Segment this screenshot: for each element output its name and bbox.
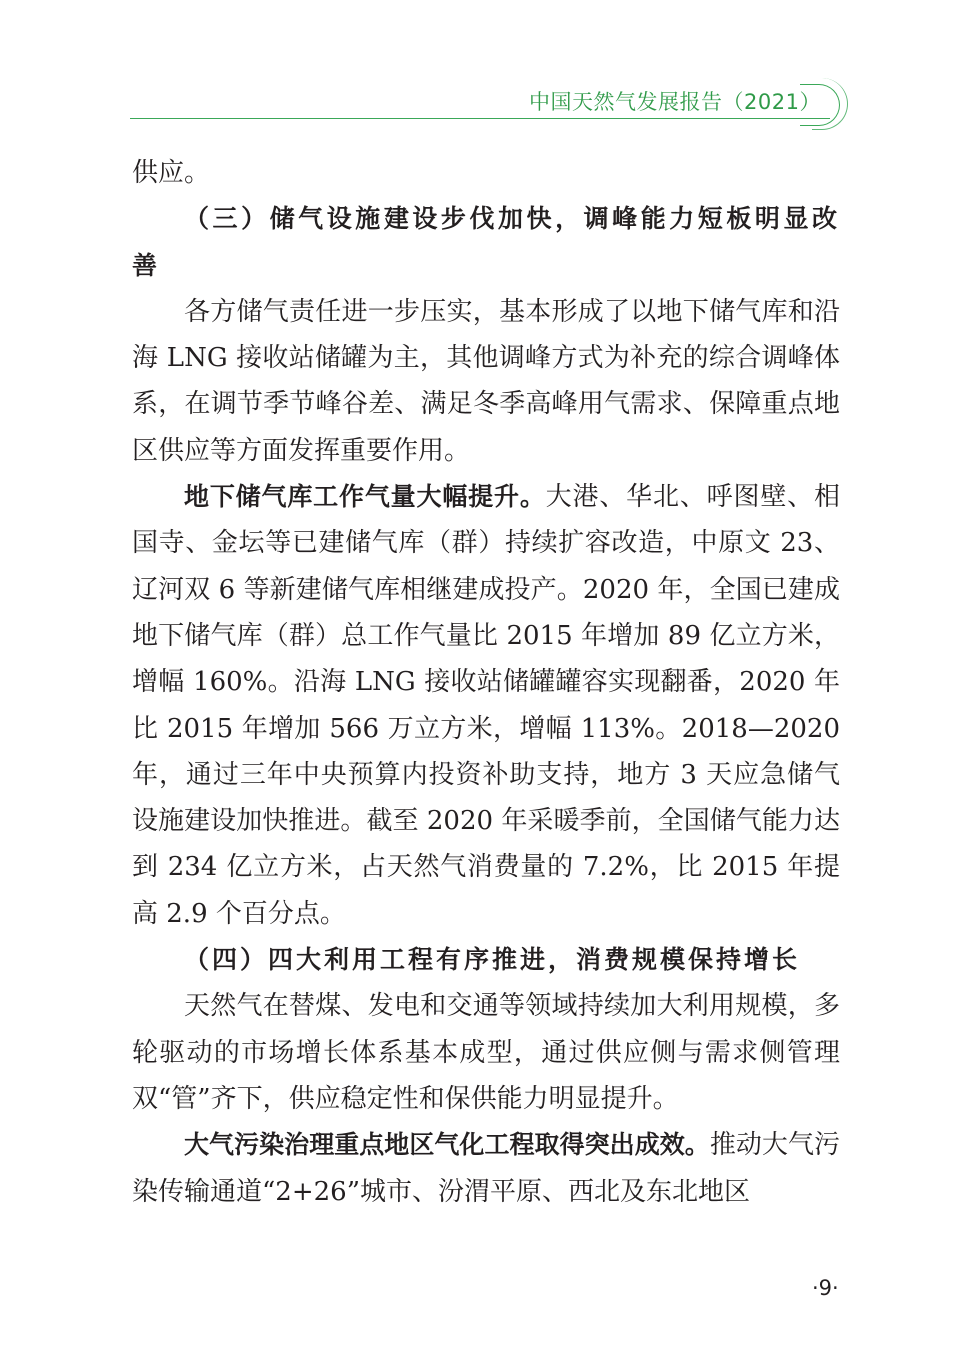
paragraph-text: 大港、华北、呼图壁、相国寺、金坛等已建储气库（群）持续扩容改造，中原文 23、辽河双 6 等新建储气库相继建成投产。2020 年，全国已建成地下储气库（群）总工作气量比 2015 年增加 89 亿立方米，增幅 160%。沿海 LNG 接收站储罐罐容实现翻番，2020 年比 2015 年增加 566 万立方米，增幅 113%。2018—2020 年，通过三年中央预算内投资补助支持，地方 3 天应急储气设施建设加快推进。截至 2020 年采暖季前，全国储气能力达到 234 亿立方米，占天然气消费量的 7.2%，比 2015 年提高 2.9 个百分点。 (132, 482, 840, 929)
paragraph: 供应。 (132, 158, 211, 188)
paragraph-text: 推动大气污染传输通道“2+26”城市、汾渭平原、西北及东北地区 (132, 1130, 840, 1207)
page-number: ·9· (812, 1276, 839, 1300)
page-body (132, 150, 840, 1215)
paragraph: 天然气在替煤、发电和交通等领域持续加大利用规模，多轮驱动的市场增长体系基本成型，通过供应侧与需求侧管理双“管”齐下，供应稳定性和保供能力明显提升。 (132, 991, 840, 1114)
paragraph-lead: 大气污染治理重点地区气化工程取得突出成效。 (184, 1130, 710, 1160)
section-heading-3: （三）储气设施建设步伐加快，调峰能力短板明显改善 (132, 204, 840, 280)
paragraph (132, 474, 840, 937)
running-header-title: 中国天然气发展报告（2021） (529, 90, 821, 114)
paragraph (132, 1122, 840, 1215)
paragraph: 各方储气责任进一步压实，基本形成了以地下储气库和沿海 LNG 接收站储罐为主，其他调峰方式为补充的综合调峰体系，在调节季节峰谷差、满足冬季高峰用气需求、保障重点地区供应等方面发挥重要作用。 (132, 296, 840, 466)
paragraph-lead: 地下储气库工作气量大幅提升。 (184, 482, 546, 512)
section-heading-4: （四）四大利用工程有序推进，消费规模保持增长 (184, 945, 801, 975)
header-rule (130, 118, 830, 119)
